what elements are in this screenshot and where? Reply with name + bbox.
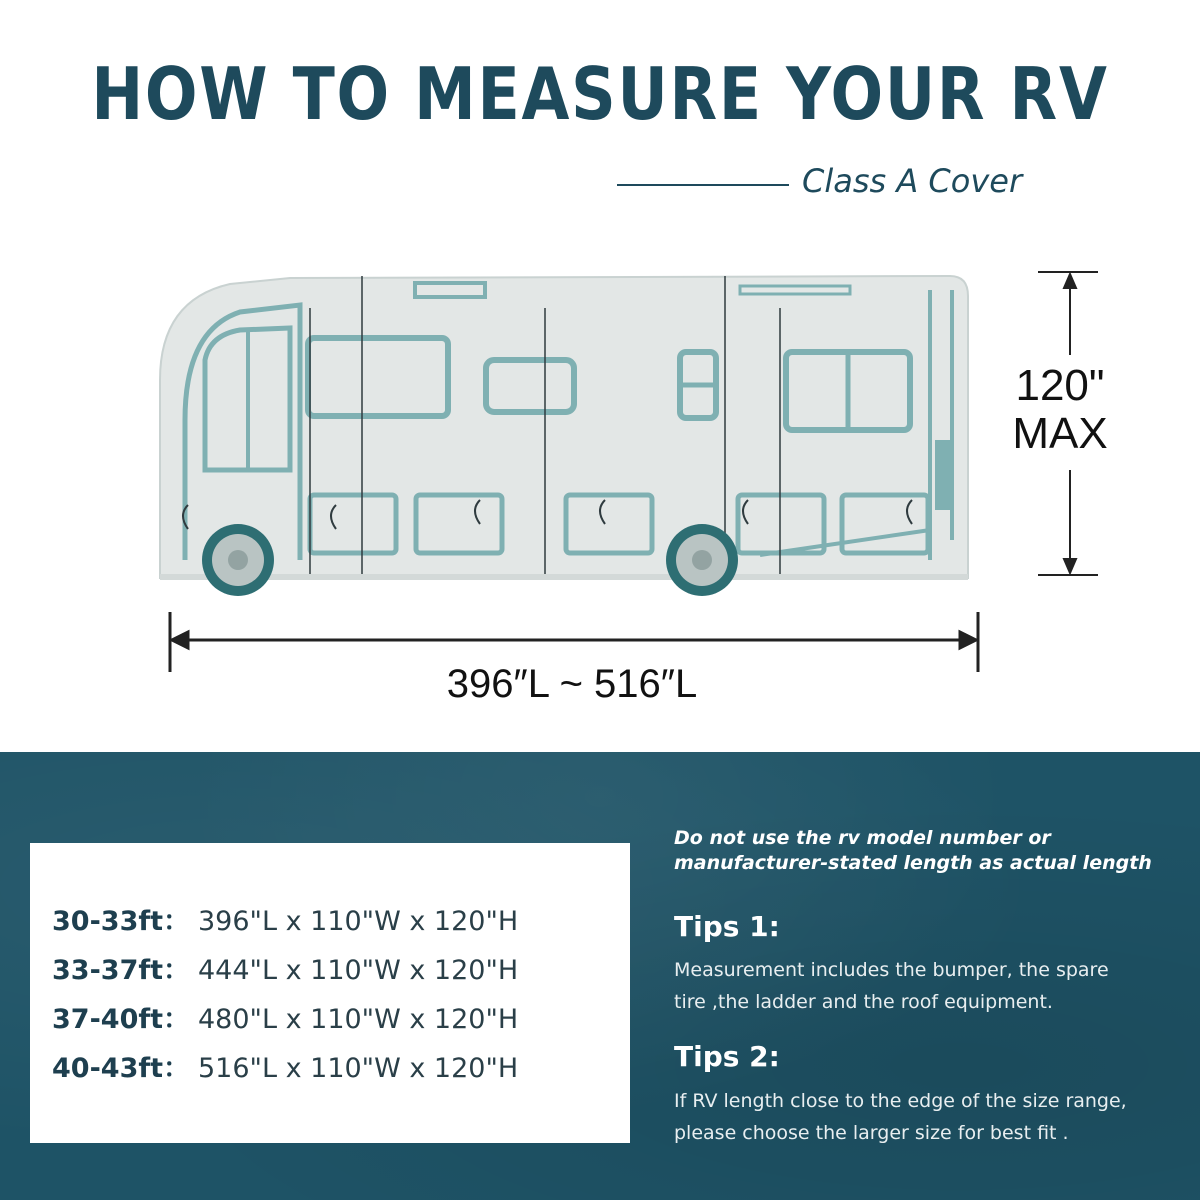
height-value: 120"	[1015, 361, 1105, 410]
length-label: 396″L ~ 516″L	[446, 662, 698, 706]
page-subtitle: Class A Cover	[802, 162, 1023, 200]
tip2-body	[674, 1085, 1184, 1149]
page-title: HOW TO MEASURE YOUR RV	[91, 52, 1109, 136]
front-wheel	[202, 524, 274, 596]
tip1-title: Tips 1:	[674, 910, 780, 943]
warning-line: Do not use the rv model number or	[674, 827, 1051, 849]
height-label	[1000, 362, 1120, 458]
tip-line: tire ,the ladder and the roof equipment.	[674, 991, 1053, 1013]
tip-line: Measurement includes the bumper, the spare	[674, 959, 1109, 981]
size-row	[52, 902, 518, 942]
height-suffix: MAX	[1012, 409, 1108, 458]
warning-note	[674, 826, 1174, 876]
rear-wheel	[666, 524, 738, 596]
size-dimensions: 444"L x 110"W x 120"H	[198, 955, 519, 986]
rv-diagram	[0, 240, 1200, 720]
warning-line: manufacturer-stated length as actual length	[674, 852, 1152, 874]
size-range: 33-37ft：	[52, 955, 191, 986]
size-row	[52, 951, 518, 991]
size-range: 40-43ft：	[52, 1053, 191, 1084]
size-chart-box	[30, 843, 630, 1143]
size-range: 37-40ft：	[52, 1004, 191, 1035]
tip2-title: Tips 2:	[674, 1040, 780, 1073]
size-dimensions: 396"L x 110"W x 120"H	[198, 906, 519, 937]
tip-line: If RV length close to the edge of the size range,	[674, 1090, 1127, 1112]
subtitle-rule	[617, 184, 789, 186]
tip-line: please choose the larger size for best fit .	[674, 1122, 1069, 1144]
size-dimensions: 516"L x 110"W x 120"H	[198, 1053, 519, 1084]
tip1-body	[674, 954, 1184, 1018]
size-row	[52, 1049, 518, 1089]
size-range: 30-33ft：	[52, 906, 191, 937]
size-row	[52, 1000, 518, 1040]
size-dimensions: 480"L x 110"W x 120"H	[198, 1004, 519, 1035]
